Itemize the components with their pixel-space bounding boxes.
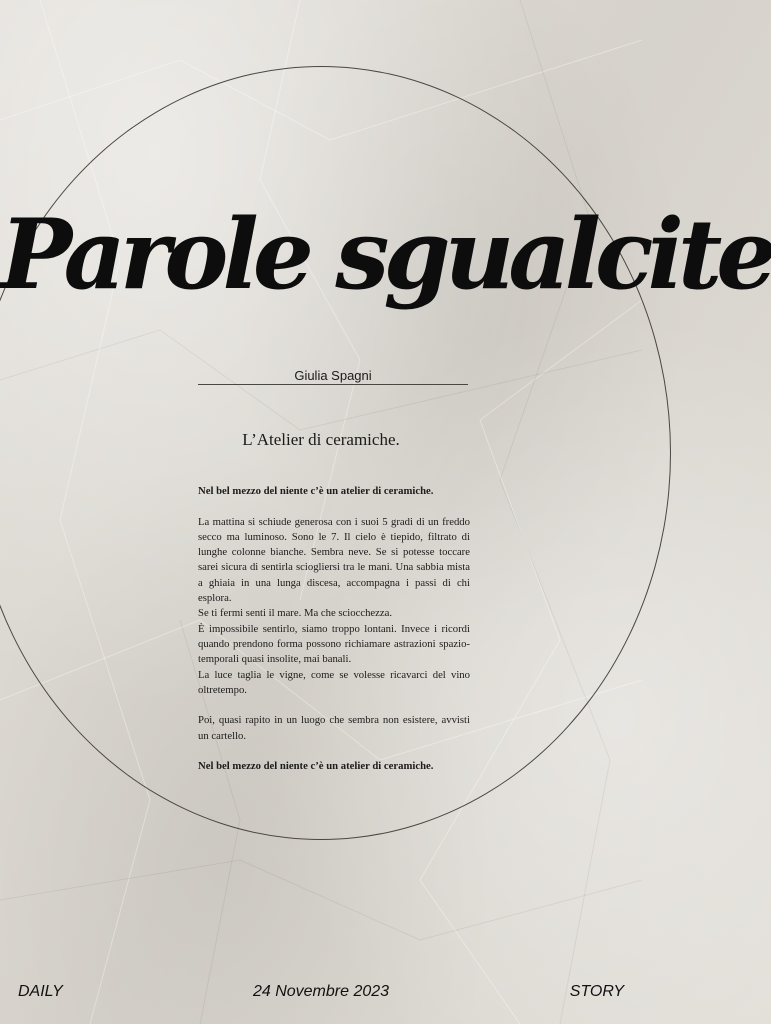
opening-line: Nel bel mezzo del niente c’è un atelier di ceramiche. (198, 485, 434, 497)
page-title: Parole sgualcite (0, 198, 771, 311)
footer-story: STORY (569, 983, 624, 1000)
footer-date: 24 Novembre 2023 (252, 983, 390, 1000)
closing-line: Nel bel mezzo del niente c’è un atelier di ceramiche. (198, 760, 434, 773)
article-subtitle: L’Atelier di ceramiche. (242, 430, 400, 449)
article-body (198, 484, 470, 775)
paragraph: La mattina si schiude generosa con i suoi 5 gradi di un freddo secco ma luminoso. Sono le 7. Il cielo è tiepido, filtrato di lunghe colonne bianche. Sembra neve. Se si potesse toccare sarei sicura di sentirla sciogliersi tra le mani. Una sabbia mista a ghiaia in una lunga discesa, accompagna i passi di chi esplora. (198, 515, 470, 605)
author-divider (198, 384, 468, 385)
paragraph: Poi, quasi rapito in un luogo che sembra non esistere, avvisti un cartello. (198, 714, 470, 742)
footer-daily: DAILY (18, 983, 63, 1000)
paragraph: La luce taglia le vigne, come se volesse ricavarci del vino oltretempo. (198, 668, 470, 696)
author-name: Giulia Spagni (294, 368, 372, 383)
paragraph: Se ti fermi senti il mare. Ma che sciocchezza. (198, 607, 393, 620)
paragraph: È impossibile sentirlo, siamo troppo lontani. Invece i ricordi quando prendono forma possono richiamare astrazioni spazio-temporali quasi insolite, mai banali. (198, 622, 470, 666)
